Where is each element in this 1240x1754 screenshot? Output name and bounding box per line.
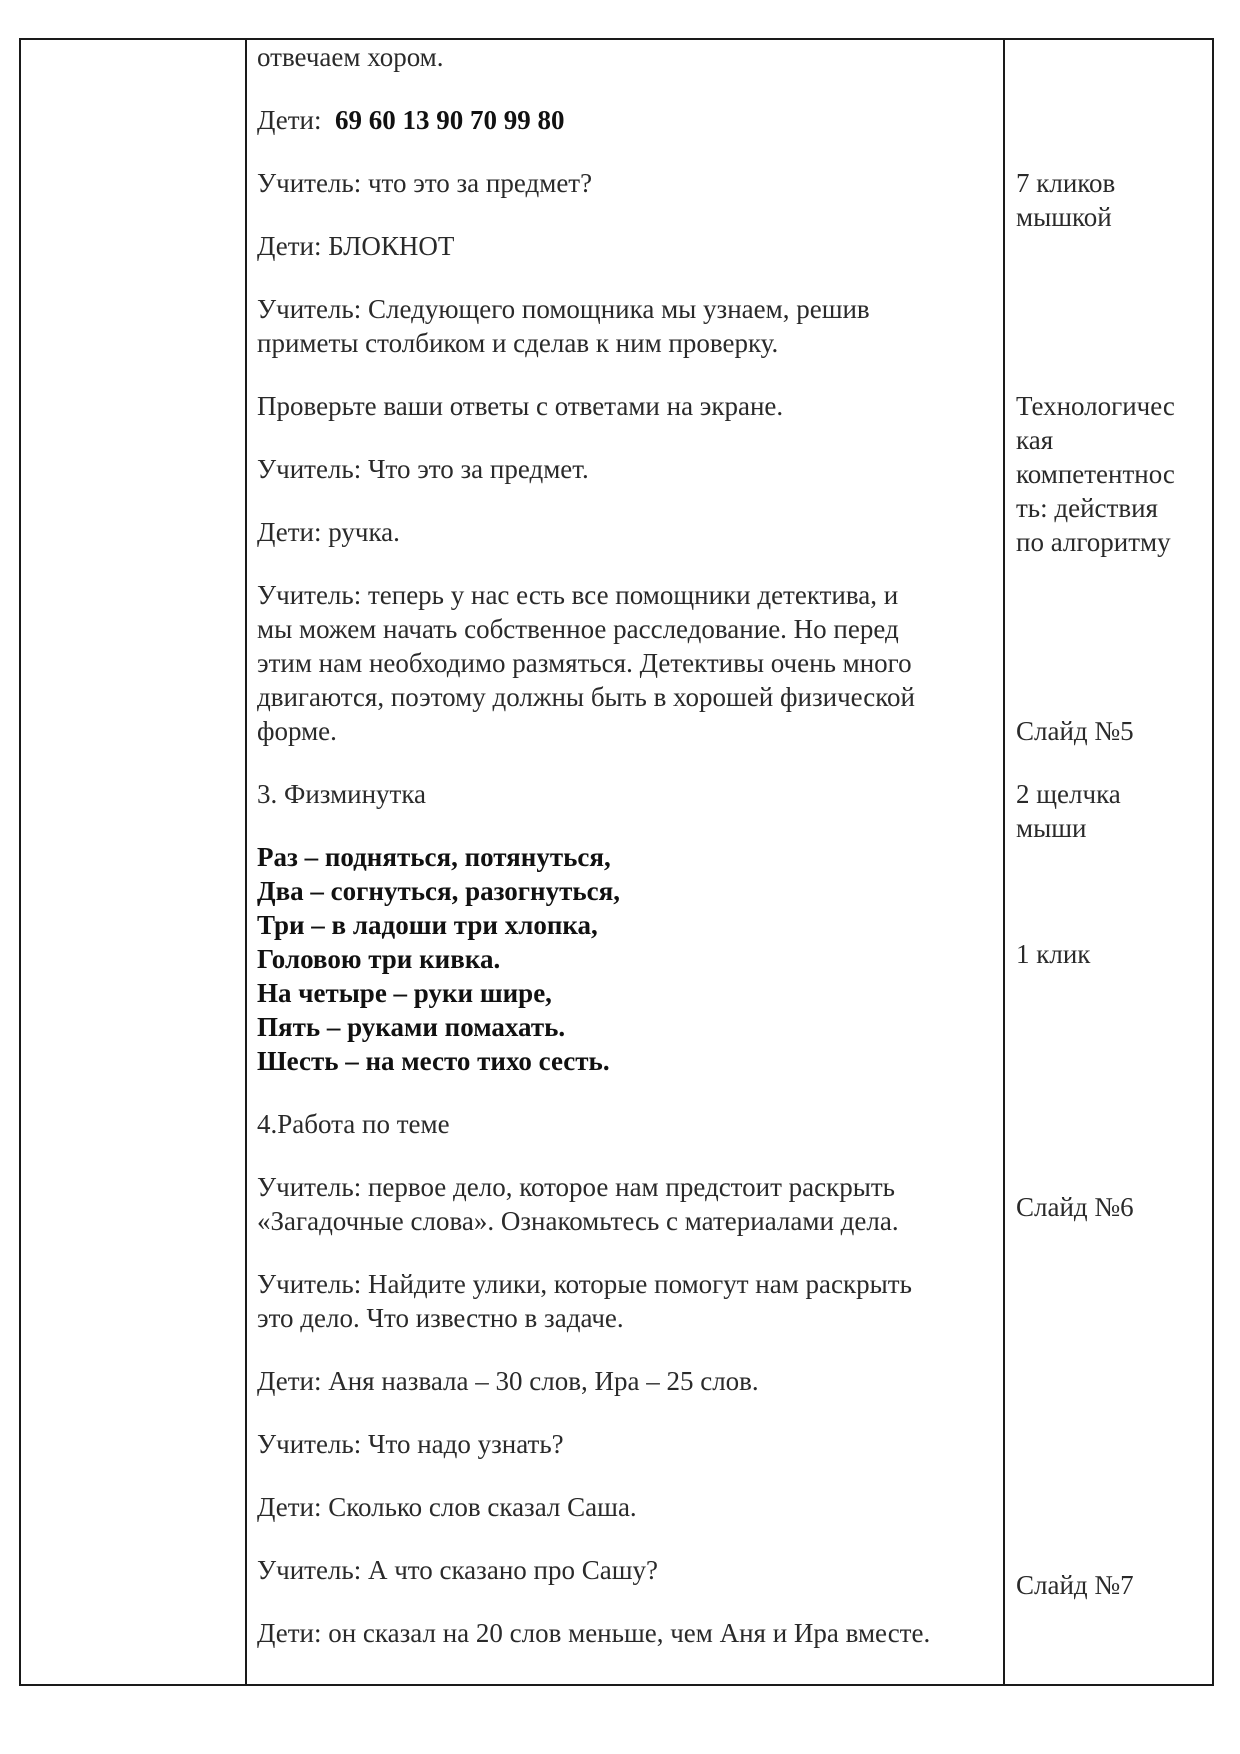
table-frame — [19, 38, 1214, 1686]
paragraph-line: Учитель: Следующего помощника мы узнаем, решив — [257, 294, 870, 324]
note-line: кая — [1016, 425, 1054, 455]
slide-note: Слайд №7 — [1016, 1570, 1134, 1600]
note-line: Технологичес — [1016, 391, 1175, 421]
paragraph: отвечаем хором. — [257, 42, 444, 72]
paragraph-line: двигаются, поэтому должны быть в хорошей физической — [257, 682, 915, 712]
note-line: по алгоритму — [1016, 527, 1171, 557]
paragraph-line: форме. — [257, 716, 337, 746]
section-heading: 3. Физминутка — [257, 779, 427, 809]
paragraph-line: приметы столбиком и сделав к ним проверку. — [257, 328, 779, 358]
paragraph: Дети: БЛОКНОТ — [257, 231, 455, 261]
paragraph: Дети: он сказал на 20 слов меньше, чем Аня и Ира вместе. — [257, 1618, 931, 1648]
note-line: ть: действия — [1016, 493, 1158, 523]
poem-line: Два – согнуться, разогнуться, — [257, 876, 620, 906]
children-answer — [257, 103, 564, 137]
poem-line: Пять – руками помахать. — [257, 1012, 566, 1042]
paragraph-line: Учитель: теперь у нас есть все помощники детектива, и — [257, 580, 899, 610]
paragraph-line: Учитель: Найдите улики, которые помогут нам раскрыть — [257, 1269, 912, 1299]
paragraph: Учитель: что это за предмет? — [257, 168, 593, 198]
paragraph: Дети: Аня назвала – 30 слов, Ира – 25 слов. — [257, 1366, 759, 1396]
paragraph: Учитель: Что это за предмет. — [257, 454, 589, 484]
paragraph-line: Учитель: первое дело, которое нам предстоит раскрыть — [257, 1172, 895, 1202]
paragraph: Учитель: А что сказано про Сашу? — [257, 1555, 658, 1585]
paragraph: Дети: ручка. — [257, 517, 400, 547]
note-line: мыши — [1016, 813, 1087, 843]
poem-line: Три – в ладоши три хлопка, — [257, 910, 598, 940]
column-divider-left — [245, 38, 247, 1686]
paragraph-line: это дело. Что известно в задаче. — [257, 1303, 624, 1333]
poem-line: Раз – подняться, потянуться, — [257, 842, 611, 872]
note-line: 7 кликов — [1016, 168, 1116, 198]
slide-note: Слайд №5 — [1016, 716, 1134, 746]
poem-line: Головою три кивка. — [257, 944, 501, 974]
note-line: 1 клик — [1016, 939, 1091, 969]
paragraph-line: «Загадочные слова». Ознакомьтесь с материалами дела. — [257, 1206, 899, 1236]
note-line: компетентнос — [1016, 459, 1175, 489]
paragraph: Проверьте ваши ответы с ответами на экране. — [257, 391, 784, 421]
answer-numbers: 69 60 13 90 70 99 80 — [334, 105, 565, 135]
paragraph-line: этим нам необходимо размяться. Детективы очень много — [257, 648, 912, 678]
speaker-label: Дети: — [257, 105, 322, 135]
poem-line: Шесть – на место тихо сесть. — [257, 1046, 610, 1076]
paragraph: Дети: Сколько слов сказал Саша. — [257, 1492, 637, 1522]
section-heading: 4.Работа по теме — [257, 1109, 450, 1139]
paragraph-line: мы можем начать собственное расследование. Но перед — [257, 614, 899, 644]
paragraph: Учитель: Что надо узнать? — [257, 1429, 564, 1459]
note-line: 2 щелчка — [1016, 779, 1121, 809]
poem-line: На четыре – руки шире, — [257, 978, 552, 1008]
slide-note: Слайд №6 — [1016, 1192, 1134, 1222]
note-line: мышкой — [1016, 202, 1112, 232]
column-divider-right — [1003, 38, 1005, 1686]
